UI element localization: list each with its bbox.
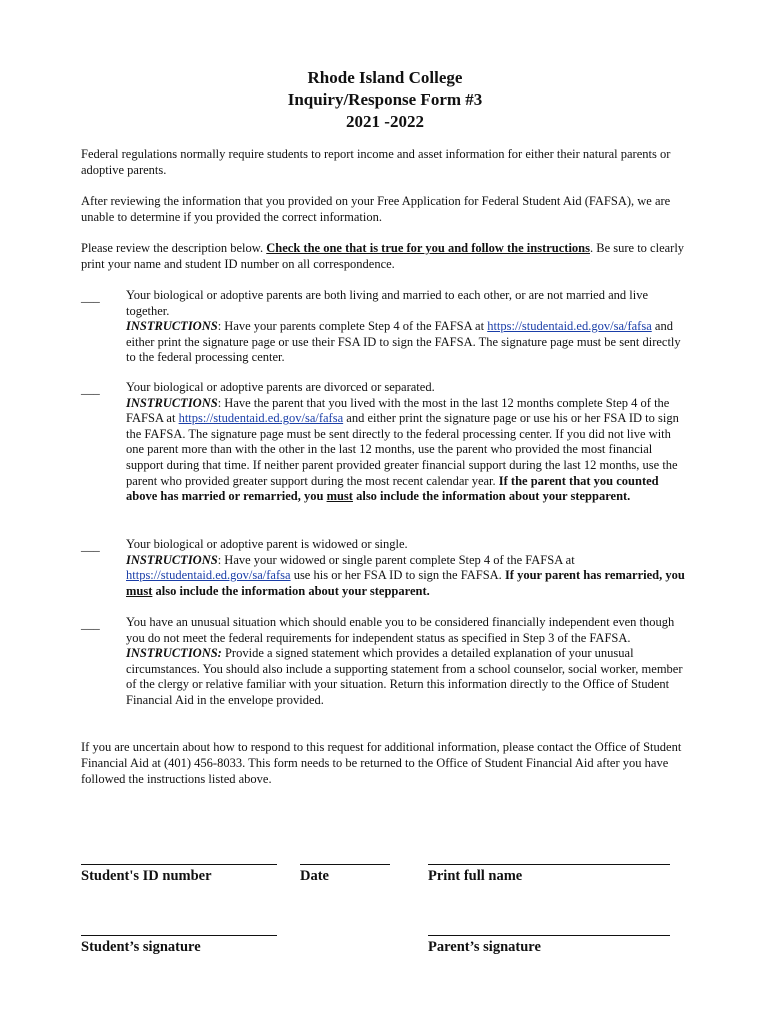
college-name: Rhode Island College xyxy=(307,68,463,87)
instructions-emphasis: Check the one that is true for you and follow the instructions xyxy=(266,241,590,255)
option-4: You have an unusual situation which should enable you to be considered financially independent even though you do not meet the federal requirements for independent status as specified in Step 3 of the FAFSA. INSTRUCTIONS: Provide a signed statement which provides a detailed explanation of your unusual circumstances. You should also include a supporting statement from a school counselor, social worker, member of the clergy or relative familiar with your situation. Return this information directly to the Office of Student Financial Aid in the envelope provided. xyxy=(126,615,683,707)
form-title: Inquiry/Response Form #3 xyxy=(287,90,483,109)
student-id-label: Student's ID number xyxy=(81,868,212,884)
date-label: Date xyxy=(300,868,329,884)
fafsa-link-3[interactable]: https://studentaid.ed.gov/sa/fafsa xyxy=(126,568,291,583)
option-1-instructions-label: INSTRUCTIONS xyxy=(126,319,218,334)
option-2: Your biological or adoptive parents are divorced or separated. INSTRUCTIONS: Have the parent that you lived with the most in the last 12 months complete Step 4 of the FAFSA at https://studentaid.ed.gov/sa/fafsa and either print the signature page or use his or her FSA ID to sign the FAFSA. The signature page must be sent directly to the federal processing center. If you did not live with one parent more than with the other in the last 12 months, use the parent who provided the most financial support during that time. If neither parent provided greater financial support during the last 12 months, use the parent who provided greater support during the most recent calendar year. If the parent that you counted above has married or remarried, you must also include the information about your stepparent. xyxy=(126,380,679,504)
academic-year: 2021 -2022 xyxy=(346,112,424,131)
option-3: Your biological or adoptive parent is widowed or single. INSTRUCTIONS: Have your widowed or single parent complete Step 4 of the FAFSA at https://studentaid.ed.gov/sa/fafsa use his or her FSA ID to sign the FAFSA. If your parent has remarried, you must also include the information about your stepparent. xyxy=(126,537,685,598)
print-name-label: Print full name xyxy=(428,868,523,884)
option-3-description: Your biological or adoptive parent is widowed or single. xyxy=(126,537,408,551)
option-4-description: You have an unusual situation which should enable you to be considered financially independent even though you do not meet the federal requirements for independent status as specified in Step 3 of the FAFSA. xyxy=(126,615,675,645)
option-2-instructions-label: INSTRUCTIONS xyxy=(126,395,218,410)
student-id-line[interactable] xyxy=(81,864,277,865)
date-line[interactable] xyxy=(300,864,390,865)
parent-signature-line[interactable] xyxy=(428,935,670,936)
student-signature-line[interactable] xyxy=(81,935,277,936)
intro-paragraph-2: After reviewing the information that you provided on your Free Application for Federal Student Aid (FAFSA), we are unable to determine if you provided the correct information. xyxy=(81,194,671,224)
print-name-line[interactable] xyxy=(428,864,670,865)
closing-paragraph: If you are uncertain about how to respond to this request for additional information, please contact the Office of Student Financial Aid at (401) 456-8033. This form needs to be returned to the Office of Student Financial Aid after you have followed the instructions listed above. xyxy=(81,740,682,786)
checkbox-blank-4[interactable]: ___ xyxy=(81,617,100,631)
option-4-instructions-label: INSTRUCTIONS: xyxy=(126,646,222,661)
option-2-description: Your biological or adoptive parents are divorced or separated. xyxy=(126,380,435,394)
fafsa-link-2[interactable]: https://studentaid.ed.gov/sa/fafsa xyxy=(178,411,344,426)
option-1: Your biological or adoptive parents are both living and married to each other, or are not married and live together. INSTRUCTIONS: Have your parents complete Step 4 of the FAFSA at https://studentaid.ed.gov/sa/fafsa and either print the signature page or use their FSA ID to sign the FAFSA. The signature page must be sent directly to the federal processing center. xyxy=(126,288,681,365)
student-signature-label: Student’s signature xyxy=(81,939,201,955)
option-1-description: Your biological or adoptive parents are both living and married to each other, or are not married and live together. xyxy=(126,288,649,318)
intro-paragraph-3: Please review the description below. Check the one that is true for you and follow the instructions. Be sure to clearly print your name and student ID number on all correspondence. xyxy=(81,241,685,271)
checkbox-blank-2[interactable]: ___ xyxy=(81,382,100,396)
checkbox-blank-3[interactable]: ___ xyxy=(81,539,100,553)
option-3-instructions-label: INSTRUCTIONS xyxy=(126,552,218,567)
fafsa-link-1[interactable]: https://studentaid.ed.gov/sa/fafsa xyxy=(487,319,652,334)
checkbox-blank-1[interactable]: ___ xyxy=(81,290,100,304)
parent-signature-label: Parent’s signature xyxy=(428,939,541,955)
intro-paragraph-1: Federal regulations normally require students to report income and asset information for either their natural parents or adoptive parents. xyxy=(81,147,671,177)
